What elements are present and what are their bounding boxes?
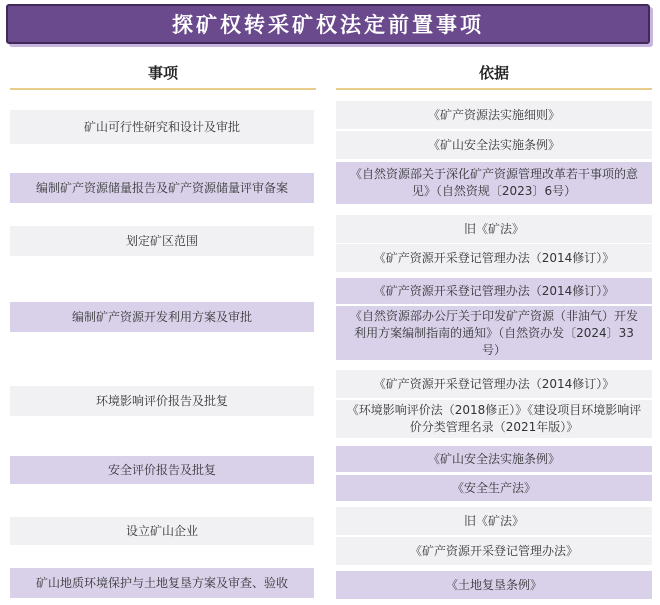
- item-cell: [10, 226, 314, 256]
- item-label: 环境影响评价报告及批复: [95, 393, 228, 408]
- item-label: 矿山可行性研究和设计及审批: [83, 119, 240, 134]
- item-cell: [10, 456, 314, 484]
- item-label: 安全评价报告及批复: [107, 462, 216, 477]
- column-header-basis: 依据: [478, 64, 509, 82]
- basis-text: 《环境影响评价法（2018修正）》《建设项目环境影响评价分类管理名录（2021年版）》: [346, 403, 642, 434]
- basis-cell: [336, 571, 652, 599]
- item-label: 矿山地质环境保护与土地复垦方案及审查、验收: [35, 575, 288, 590]
- item-label: 编制矿产资源储量报告及矿产资源储量评审备案: [35, 180, 288, 195]
- basis-cell: [336, 131, 652, 159]
- basis-cell: [336, 306, 652, 360]
- item-cell: [10, 517, 314, 545]
- item-cell: [10, 110, 314, 144]
- basis-text: 《土地复垦条例》: [445, 577, 542, 592]
- basis-cell: [336, 278, 652, 304]
- header-underline-item: [10, 88, 316, 90]
- basis-text: 《矿产资源开采登记管理办法》: [409, 543, 578, 558]
- column-header-item: 事项: [147, 64, 178, 82]
- basis-text: 《自然资源部办公厅关于印发矿产资源（非油气）开发利用方案编制指南的通知》（自然资办发〔2024〕33号）: [349, 308, 638, 357]
- basis-text: 《矿产资源开采登记管理办法（2014修订）》: [373, 283, 615, 298]
- basis-cell: [336, 475, 652, 501]
- basis-cell: [336, 244, 652, 272]
- basis-text: 《矿产资源开采登记管理办法（2014修订）》: [373, 376, 615, 391]
- page-title: 探矿权转采矿权法定前置事项: [172, 13, 484, 37]
- basis-cell: [336, 162, 652, 204]
- basis-text: 《矿产资源开采登记管理办法（2014修订）》: [373, 250, 615, 265]
- basis-text: 《自然资源部关于深化矿产资源管理改革若干事项的意见》（自然资规〔2023〕6号）: [349, 167, 638, 198]
- basis-cell: [336, 507, 652, 535]
- basis-text: 《矿产资源法实施细则》: [427, 107, 560, 122]
- basis-text: 《矿山安全法实施条例》: [427, 137, 560, 152]
- basis-text: 旧《矿法》: [463, 513, 524, 528]
- header-underline-basis: [336, 88, 652, 90]
- basis-cell: [336, 446, 652, 472]
- item-label: 划定矿区范围: [125, 233, 198, 248]
- basis-cell: [336, 215, 652, 243]
- basis-text: 旧《矿法》: [463, 221, 524, 236]
- basis-cell: [336, 101, 652, 129]
- basis-cell: [336, 537, 652, 565]
- item-cell: [10, 568, 314, 598]
- basis-text: 《安全生产法》: [451, 480, 536, 495]
- item-label: 编制矿产资源开发利用方案及审批: [71, 309, 252, 324]
- item-cell: [10, 173, 314, 203]
- item-label: 设立矿山企业: [125, 523, 198, 538]
- basis-text: 《矿山安全法实施条例》: [427, 451, 560, 466]
- item-cell: [10, 302, 314, 332]
- basis-cell: [336, 400, 652, 438]
- title-banner: [6, 4, 650, 44]
- basis-cell: [336, 370, 652, 398]
- item-cell: [10, 386, 314, 416]
